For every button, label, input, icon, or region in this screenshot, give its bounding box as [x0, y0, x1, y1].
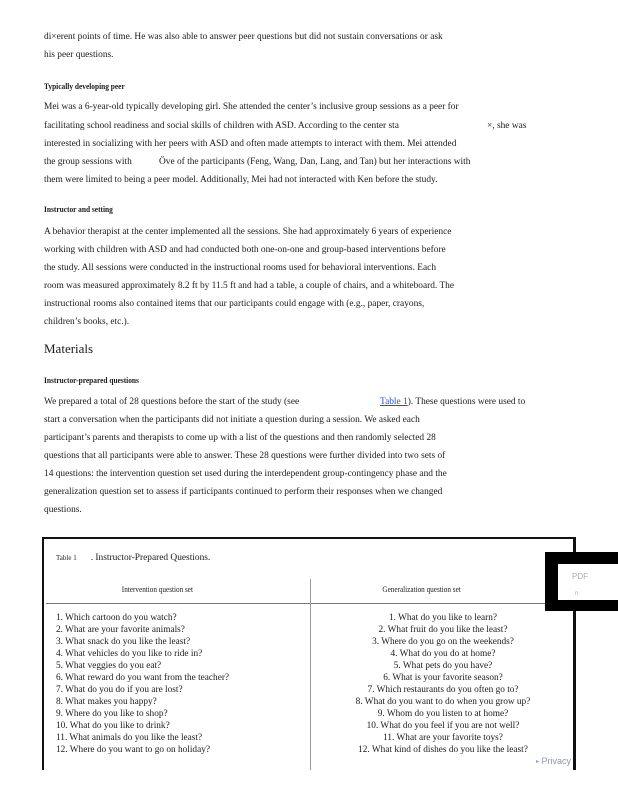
body-text-line: them were limited to being a peer model. Additionally, Mei had not interacted with Ken before the study. [44, 175, 438, 185]
table-link-wrapper [380, 396, 525, 408]
header-rule [46, 603, 571, 604]
table-cell: 1. Which cartoon do you watch? [56, 613, 177, 623]
section-heading-materials: Materials [44, 341, 94, 356]
table-cell: 6. What reward do you want from the teacher? [56, 673, 230, 683]
table-cell: 10. What do you feel if you are not well? [366, 721, 520, 731]
column-divider [310, 579, 311, 770]
body-text-segment: the group sessions with [44, 157, 132, 167]
table-cell: 11. What animals do you like the least? [56, 733, 203, 743]
table-cell: 12. Where do you want to go on holiday? [56, 745, 210, 755]
table-cell: 3. What snack do you like the least? [56, 637, 191, 647]
table-cell: 2. What fruit do you like the least? [378, 625, 508, 635]
body-text-line: working with children with ASD and had conducted both one-on-one and group-based interventions before [44, 245, 446, 255]
body-text-line [44, 396, 526, 408]
table-cell: 5. What pets do you have? [393, 661, 493, 671]
pdf-sub-label: n [575, 591, 579, 597]
body-text-line: generalization question set to assess if participants continued to perform their responses when we changed [44, 487, 443, 497]
privacy-link[interactable] [536, 756, 571, 766]
table-cell: 1. What do you like to learn? [388, 613, 497, 623]
table-cell: 5. What veggies do you eat? [56, 661, 162, 671]
body-text-line: questions that all participants were able to answer. These 28 questions were further divided into two sets of [44, 451, 446, 461]
body-text-line: start a conversation when the participants did not initiate a question during a session. We asked each [44, 415, 420, 425]
table-cell: 12. What kind of dishes do you like the least? [358, 745, 528, 755]
section-heading-peer: Typically developing peer [44, 81, 125, 91]
pdf-label: PDF [572, 572, 588, 581]
table-title: . Instructor-Prepared Questions. [90, 553, 211, 563]
table-cell: 7. What do you do if you are lost? [56, 685, 183, 695]
table-cell: 6. What is your favorite season? [383, 673, 503, 683]
body-text-line: 14 questions: the intervention question set used during the interdependent group-contingency phase and the [44, 469, 447, 479]
table-cell: 9. Whom do you listen to at home? [377, 709, 509, 719]
table-cell: 11. What are your favorite toys? [383, 733, 503, 743]
pdf-widget-panel[interactable] [558, 564, 618, 600]
table-label: Table 1 [56, 554, 77, 562]
table-cell: 8. What do you want to do when you grow up? [355, 697, 531, 707]
body-text-segment: facilitating school readiness and social skills of children with ASD. According to the center sta [44, 121, 399, 131]
pdf-download-widget[interactable] [545, 552, 618, 611]
body-text-segment: Öve of the participants (Feng, Wang, Dan, Lang, and Tan) but her interactions with [159, 157, 471, 167]
column-header-generalization: Generalization question set [382, 585, 461, 594]
body-text-line: interested in socializing with her peers with ASD and often made attempts to interact with them. Mei attended [44, 139, 457, 149]
table-cell: 2. What are your favorite animals? [56, 625, 185, 635]
table-cell: 3. Where do you go on the weekends? [372, 637, 514, 647]
body-text-line: children’s books, etc.). [44, 317, 130, 327]
body-text-line: room was measured approximately 8.2 ft by 11.5 ft and had a table, a couple of chairs, and a whiteboard. The [44, 281, 455, 291]
table-cell: 9. Where do you like to shop? [56, 709, 168, 719]
body-text-segment: We prepared a total of 28 questions before the start of the study (see [44, 397, 300, 407]
table-cell: 4. What vehicles do you like to ride in? [56, 649, 203, 659]
body-text-line: di×erent points of time. He was also able to answer peer questions but did not sustain conversations or ask [44, 32, 443, 42]
table-1-link[interactable]: Table 1 [380, 397, 408, 407]
section-heading-instructor: Instructor and setting [44, 204, 113, 214]
body-text-line [44, 156, 471, 168]
table-cell: 8. What makes you happy? [56, 697, 157, 707]
body-text-line: the study. All sessions were conducted in the instructional rooms used for behavioral interventions. Each [44, 263, 437, 273]
body-text-line: instructional rooms also contained items that our participants could engage with (e.g., paper, crayons, [44, 299, 425, 309]
body-text-line: Mei was a 6-year-old typically developing girl. She attended the center’s inclusive group sessions as a peer for [44, 102, 459, 112]
privacy-label: Privacy [541, 756, 572, 766]
table-cell: 4. What do you do at home? [390, 649, 496, 659]
triangle-right-icon: ▸ [536, 759, 540, 765]
body-text-line: participant’s parents and therapists to come up with a list of the questions and then randomly selected 28 [44, 433, 436, 443]
table-cell: 7. Which restaurants do you often go to? [367, 685, 519, 695]
table-cell: 10. What do you like to drink? [56, 721, 170, 731]
body-text-line: questions. [44, 505, 82, 515]
body-text-line: A behavior therapist at the center implemented all the sessions. She had approximately 6 years of experience [44, 227, 452, 237]
body-text-line [44, 120, 527, 132]
questions-table [42, 537, 579, 770]
body-text-segment: ). These questions were used to [407, 397, 526, 407]
body-text-line: his peer questions. [44, 50, 114, 60]
section-heading-questions: Instructor-prepared questions [44, 375, 139, 385]
body-text-segment: ×, she was [487, 121, 527, 131]
column-header-intervention: Intervention question set [121, 585, 194, 594]
table-caption [56, 553, 210, 563]
